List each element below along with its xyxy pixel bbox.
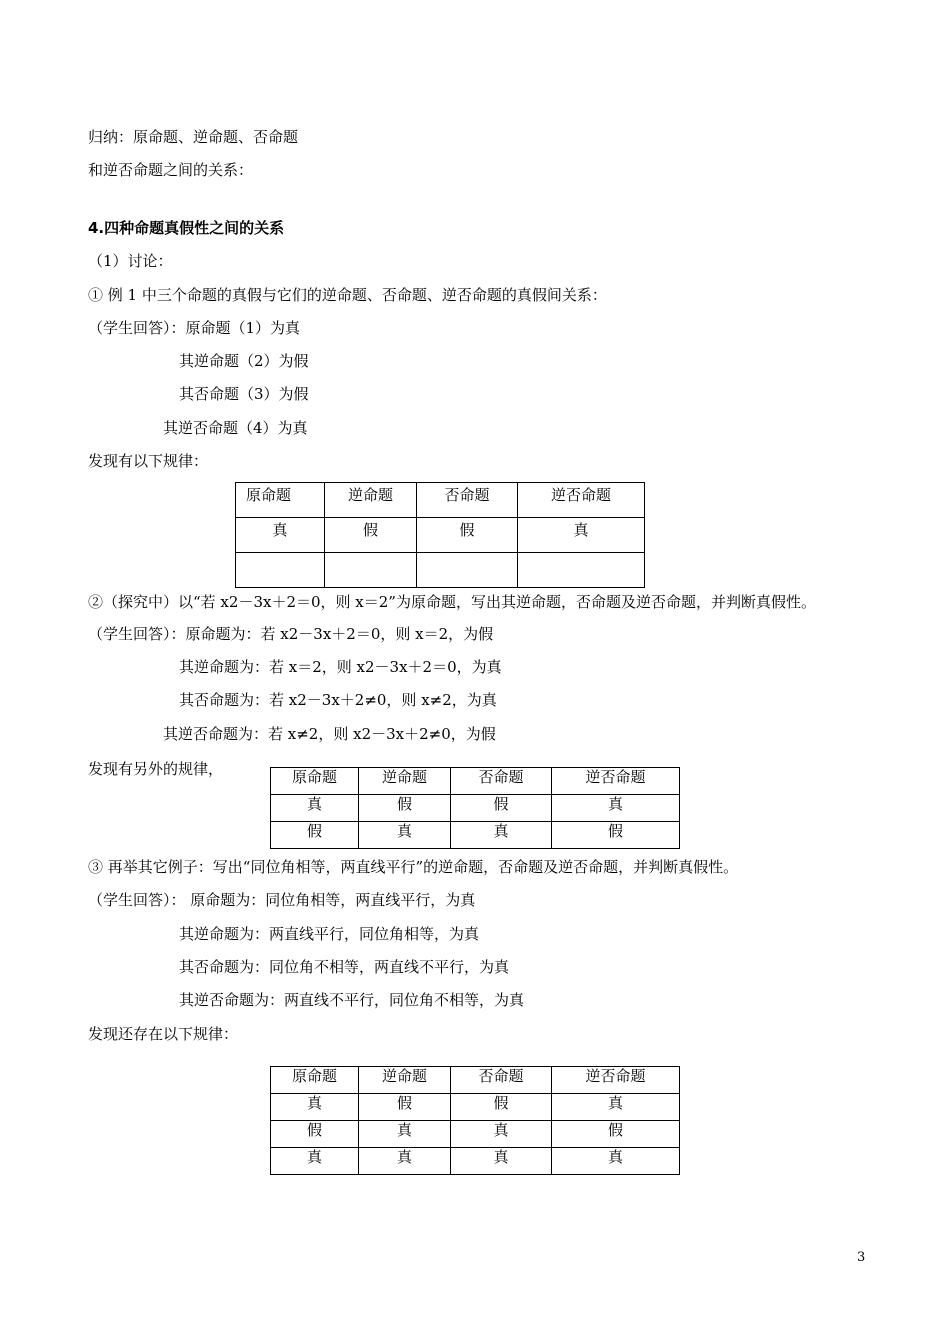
table-cell: 原命题 (271, 1067, 359, 1094)
table-header-row (236, 483, 645, 518)
pattern-label-3: 发现还存在以下规律： (88, 1025, 239, 1043)
table-cell: 否命题 (417, 483, 518, 518)
table-cell: 真 (359, 822, 451, 849)
table-cell: 逆否命题 (552, 768, 680, 795)
table-cell: 真 (552, 1094, 680, 1121)
answer-3-inverse: 其否命题为：同位角不相等，两直线不平行，为真 (179, 958, 510, 976)
table-cell: 假 (451, 795, 552, 822)
item-3-text: ③ 再举其它例子：写出“同位角相等，两直线平行”的逆命题，否命题及逆否命题，并判断真假性。 (88, 858, 739, 876)
table-header-row (271, 768, 680, 795)
table-cell: 逆命题 (325, 483, 417, 518)
table-cell: 真 (451, 1121, 552, 1148)
student-answer-3: （学生回答）： 原命题为：同位角相等，两直线平行，为真 (88, 891, 476, 909)
page-number: 3 (857, 1250, 866, 1265)
table-cell: 逆否命题 (518, 483, 645, 518)
table-cell: 假 (552, 1121, 680, 1148)
table-row (271, 795, 680, 822)
table-cell: 真 (271, 795, 359, 822)
section-heading: 4.四种命题真假性之间的关系 (88, 219, 285, 237)
answer-1-converse: 其逆命题（2）为假 (179, 352, 309, 370)
summary-line-1: 归纳：原命题、逆命题、否命题 (88, 128, 299, 146)
table-cell: 真 (451, 1148, 552, 1175)
item-2-text: ②（探究中）以“若 x2－3x＋2＝0，则 x＝2”为原命题，写出其逆命题，否命题及逆否命题，并判断真假性。 (88, 593, 816, 611)
table-cell: 真 (359, 1121, 451, 1148)
answer-2-converse: 其逆命题为：若 x＝2，则 x2－3x＋2＝0，为真 (179, 658, 502, 676)
table-row (271, 1148, 680, 1175)
table-cell: 假 (552, 822, 680, 849)
student-answer-2: （学生回答）：原命题为：若 x2－3x＋2＝0，则 x＝2，为假 (88, 625, 494, 643)
table-cell: 真 (552, 795, 680, 822)
answer-3-converse: 其逆命题为：两直线平行，同位角相等，为真 (179, 925, 480, 943)
summary-line-2: 和逆否命题之间的关系： (88, 161, 254, 179)
table-cell: 逆命题 (359, 1067, 451, 1094)
table-row (271, 822, 680, 849)
student-answer-1: （学生回答）：原命题（1）为真 (88, 319, 301, 337)
table-row (271, 1094, 680, 1121)
answer-2-contrapositive: 其逆否命题为：若 x≠2，则 x2－3x＋2≠0，为假 (163, 725, 496, 743)
table-cell: 真 (271, 1148, 359, 1175)
table-cell: 假 (271, 1121, 359, 1148)
table-cell: 假 (451, 1094, 552, 1121)
table-row (236, 553, 645, 588)
table-cell: 假 (359, 795, 451, 822)
table-cell (417, 553, 518, 588)
answer-2-inverse: 其否命题为：若 x2－3x＋2≠0，则 x≠2，为真 (179, 691, 497, 709)
table-row (236, 518, 645, 553)
table-cell: 假 (325, 518, 417, 553)
truth-table-3 (270, 1066, 680, 1175)
answer-1-inverse: 其否命题（3）为假 (179, 385, 309, 403)
table-cell (325, 553, 417, 588)
table-cell: 否命题 (451, 1067, 552, 1094)
table-cell: 真 (236, 518, 325, 553)
table-cell: 假 (359, 1094, 451, 1121)
table-header-row (271, 1067, 680, 1094)
pattern-label-2: 发现有另外的规律， (88, 760, 224, 778)
discussion-label: （1）讨论： (88, 252, 173, 270)
table-cell: 假 (271, 822, 359, 849)
table-cell: 原命题 (236, 483, 325, 518)
item-1-text: ① 例 1 中三个命题的真假与它们的逆命题、否命题、逆否命题的真假间关系： (88, 286, 607, 304)
table-cell: 真 (271, 1094, 359, 1121)
table-cell: 真 (359, 1148, 451, 1175)
answer-3-contrapositive: 其逆否命题为：两直线不平行，同位角不相等，为真 (179, 991, 525, 1009)
pattern-label-1: 发现有以下规律： (88, 452, 209, 470)
table-cell (518, 553, 645, 588)
answer-1-contrapositive: 其逆否命题（4）为真 (163, 419, 308, 437)
truth-table-2 (270, 767, 680, 849)
table-cell: 真 (552, 1148, 680, 1175)
table-cell: 真 (451, 822, 552, 849)
table-cell (236, 553, 325, 588)
table-cell: 否命题 (451, 768, 552, 795)
table-cell: 逆否命题 (552, 1067, 680, 1094)
table-cell: 真 (518, 518, 645, 553)
table-cell: 假 (417, 518, 518, 553)
table-row (271, 1121, 680, 1148)
truth-table-1 (235, 482, 645, 588)
table-cell: 原命题 (271, 768, 359, 795)
table-cell: 逆命题 (359, 768, 451, 795)
